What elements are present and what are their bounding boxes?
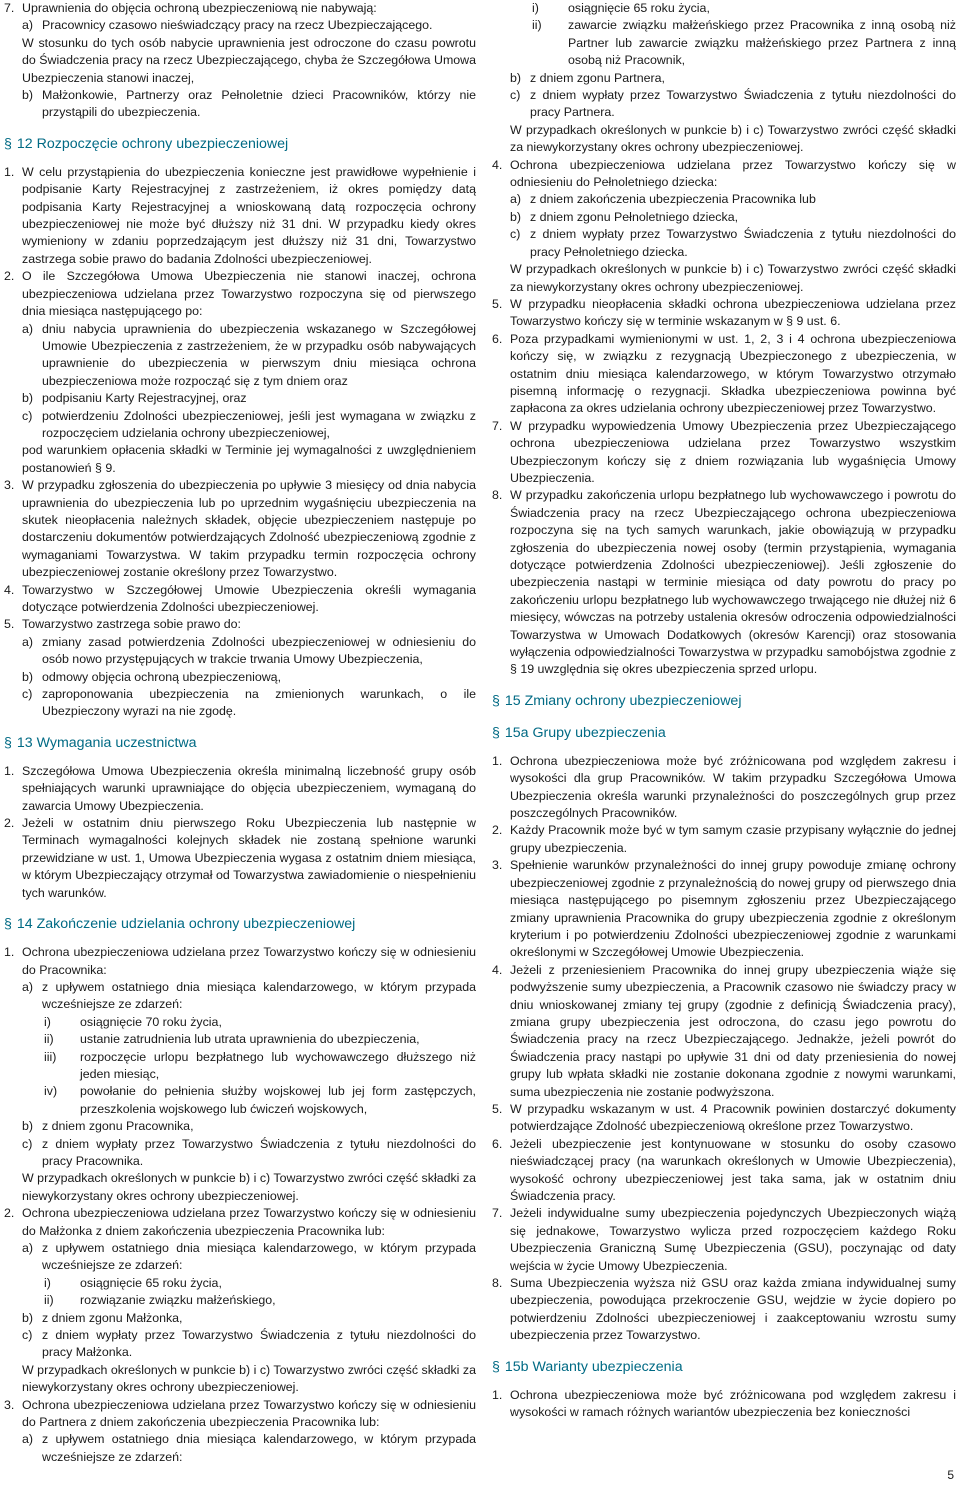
numbered-item xyxy=(492,331,956,418)
item-text: osiągnięcie 70 roku życia, xyxy=(80,1014,222,1029)
item-marker: 3. xyxy=(4,1397,15,1412)
item-marker: 4. xyxy=(492,157,503,172)
lettered-item xyxy=(22,1327,476,1362)
item-marker: 1. xyxy=(4,763,15,778)
numbered-item xyxy=(4,477,476,581)
lettered-item xyxy=(22,87,476,122)
item-marker: a) xyxy=(22,1241,34,1255)
numbered-item xyxy=(492,157,956,192)
item-marker: b) xyxy=(22,1119,34,1134)
lettered-item xyxy=(22,1136,476,1171)
item-text: osiągnięcie 65 roku życia, xyxy=(568,1,710,15)
lettered-item xyxy=(22,634,476,669)
item-text: z dniem wypłaty przez Towarzystwo Świadczenia z tytułu niezdolności do pracy Małżonka. xyxy=(42,1328,476,1360)
page-number: 5 xyxy=(947,1468,954,1482)
item-marker: 4. xyxy=(492,962,503,977)
item-text: Jeżeli w ostatnim dniu pierwszego Roku Ubezpieczenia lub następnie w Terminach wymagalności kolejnych składek nie zostaną spełnione warunki przewidziane w ust. 1, Umowa Ubezpieczenia wygasa z ostatnim dniem miesiąca, w którym Ubezpieczający otrzymał od Towarzystwa zawiadomienie o niespełnieniu tych warunków. xyxy=(22,816,476,900)
paragraph: W przypadkach określonych w punkcie b) i c) Towarzystwo zwróci część składki za niewykorzystany okres ochrony ubezpieczeniowej. xyxy=(22,1171,476,1203)
numbered-item xyxy=(492,296,956,331)
item-marker: 1. xyxy=(4,945,15,960)
item-text: Jeżeli z przeniesieniem Pracownika do innej grupy ubezpieczenia wiąże się podwyższenie sumy ubezpieczenia, a Pracownik czasowo nie świadczy pracy w dniu wnioskowanej zmiany tej grupy (zgodnie z definicją Świadczenia pracy), zmiana grupy ubezpieczenia jest odroczona, do czasu jego powrotu do Świadczenia pracy na rzecz Ubezpieczającego. Jednakże, jeżeli powrót do Świadczenia pracy nastąpi po upływie 31 dni od daty przeniesienia do nowej grupy lub wpłata składki nie zostanie dokonana zgodnie z nowymi warunkami, suma ubezpieczenia nie zostanie podwyższona. xyxy=(510,962,956,1099)
numbered-item xyxy=(492,487,956,678)
paragraph: W przypadkach określonych w punkcie b) i c) Towarzystwo zwróci część składki za niewykorzystany okres ochrony ubezpieczeniowej. xyxy=(510,262,956,294)
lettered-item xyxy=(22,1310,476,1327)
lettered-item xyxy=(510,87,956,122)
item-text: rozwiązanie związku małżeńskiego, xyxy=(80,1293,276,1308)
item-text: Suma Ubezpieczenia wyższa niż GSU oraz każda zmiana indywidualnej sumy ubezpieczenia, powodująca przekroczenie GSU, wejdzie w życie dopiero po potwierdzeniu Zdolności ubezpieczeniowej i zaakceptowaniu wzrostu sumy ubezpieczenia przez Towarzystwo. xyxy=(510,1276,956,1343)
numbered-item xyxy=(492,822,956,857)
item-marker: iv) xyxy=(44,1084,58,1099)
item-marker: a) xyxy=(510,192,522,207)
item-text: podpisaniu Karty Rejestracyjnej, oraz xyxy=(42,391,247,406)
item-text: Ochrona ubezpieczeniowa może być zróżnicowana pod względem zakresu i wysokości w ramach różnych wariantów ubezpieczenia bez konieczności xyxy=(510,1387,956,1420)
item-marker: 3. xyxy=(4,478,15,493)
lettered-item xyxy=(22,1240,476,1275)
lettered-item xyxy=(22,321,476,391)
lettered-item xyxy=(22,17,476,34)
item-marker: i) xyxy=(532,1,539,15)
numbered-item xyxy=(492,962,956,1101)
item-text: powołanie do pełnienia służby wojskowej lub jej form zastępczych, przeszkolenia wojskowego lub ćwiczeń wojskowych, xyxy=(80,1084,476,1116)
right-column xyxy=(492,0,956,1421)
section-sign: § xyxy=(4,916,12,933)
section-title: 15b Warianty ubezpieczenia xyxy=(504,1358,683,1375)
item-text: z upływem ostatniego dnia miesiąca kalendarzowego, w którym przypada wcześniejsze ze zdarzeń: xyxy=(42,1241,476,1273)
item-text: z dniem zgonu Pracownika, xyxy=(42,1119,194,1134)
item-marker: a) xyxy=(22,1432,34,1447)
item-text: Spełnienie warunków przynależności do innej grupy powoduje zmianę ochrony ubezpieczeniowej zgodnie z przynależnością do nowej grupy od pierwszego dnia miesiąca następującego po pisemnym zgłoszeniu przez Ubezpieczającego zmiany uprawnienia Pracownika do grupy ubezpieczenia zgodnie z określonym kryterium i po potwierdzeniu Zdolności ubezpieczeniowej zgodnie z warunkami określonymi w Szczegółowej Umowie Ubezpieczenia. xyxy=(510,858,956,960)
item-text: z dniem zakończenia ubezpieczenia Pracownika lub xyxy=(530,192,816,207)
item-text: z dniem wypłaty przez Towarzystwo Świadczenia z tytułu niezdolności do pracy Partnera. xyxy=(530,88,956,120)
item-marker: b) xyxy=(22,669,34,684)
item-marker: 3. xyxy=(492,858,503,873)
item-marker: 2. xyxy=(4,816,15,831)
item-marker: 6. xyxy=(492,1136,503,1151)
lettered-item xyxy=(22,408,476,443)
section-title: 15 Zmiany ochrony ubezpieczeniowej xyxy=(504,692,742,709)
numbered-item xyxy=(4,944,476,979)
item-marker: c) xyxy=(22,1136,33,1151)
lettered-item xyxy=(22,979,476,1014)
item-text: W przypadku zgłoszenia do ubezpieczenia po upływie 3 miesięcy od dnia nabycia uprawnienia do ubezpieczenia lub po uprzednim wygaśnięciu ubezpieczenia na skutek nieopłacenia należnych składek, objęcie ubezpieczeniem następuje po dostarczeniu dokumentów potwierdzających Zdolność ubezpieczeniową zgodnie z wymaganiami Towarzystwa. W takim przypadku termin rozpoczęcia ochrony ubezpieczeniowej zostanie określony przez Towarzystwo. xyxy=(22,478,476,580)
item-text: z upływem ostatniego dnia miesiąca kalendarzowego, w którym przypada wcześniejsze ze zdarzeń: xyxy=(42,979,476,1012)
numbered-item xyxy=(4,815,476,902)
item-text: Ochrona ubezpieczeniowa może być zróżnicowana pod względem zakresu i wysokości dla grup Pracowników. W takim przypadku Szczegółowa Umowa Ubezpieczenia określa warunki przynależności do poszczególnych grup przez poszczególnych Pracowników. xyxy=(510,753,956,821)
section-sign: § xyxy=(492,1358,500,1375)
item-marker: 5. xyxy=(492,296,503,311)
item-text: z dniem zgonu Małżonka, xyxy=(42,1310,183,1325)
item-marker: 7. xyxy=(4,1,15,15)
item-marker: 2. xyxy=(4,1206,15,1221)
item-marker: ii) xyxy=(44,1293,54,1308)
lettered-item xyxy=(510,191,956,208)
lettered-item xyxy=(22,669,476,686)
item-text: zmiany zasad potwierdzenia Zdolności ubezpieczeniowej w odniesieniu do osób nowo przystępujących w trakcie trwania Umowy Ubezpieczenia, xyxy=(42,634,476,667)
item-marker: c) xyxy=(510,227,521,242)
section-title: 13 Wymagania uczestnictwa xyxy=(16,734,197,751)
item-marker: b) xyxy=(22,391,34,406)
item-marker: 8. xyxy=(492,1276,503,1291)
numbered-item xyxy=(492,418,956,488)
numbered-item xyxy=(4,1205,476,1240)
item-marker: 1. xyxy=(492,753,503,768)
item-text: potwierdzeniu Zdolności ubezpieczeniowej, jeśli jest wymagana w związku z rozpoczęciem udzielania ochrony ubezpieczeniowej, xyxy=(42,408,476,440)
item-text: odmowy objęcia ochroną ubezpieczeniową, xyxy=(42,669,282,684)
item-text: Małżonkowie, Partnerzy oraz Pełnoletnie dzieci Pracowników, którzy nie przystąpili do ubezpieczenia. xyxy=(42,88,476,120)
item-text: osiągnięcie 65 roku życia, xyxy=(80,1275,222,1290)
section-heading xyxy=(4,733,476,753)
section-title: 12 Rozpoczęcie ochrony ubezpieczeniowej xyxy=(16,135,289,152)
section-sign: § xyxy=(4,135,12,152)
item-marker: 7. xyxy=(492,418,503,433)
section-heading xyxy=(492,691,956,711)
numbered-item xyxy=(492,753,956,823)
item-text: z dniem wypłaty przez Towarzystwo Świadczenia z tytułu niezdolności do pracy Pracownika. xyxy=(42,1136,476,1168)
roman-item xyxy=(532,0,956,17)
section-sign: § xyxy=(4,734,12,751)
item-marker: 6. xyxy=(492,331,503,346)
item-marker: c) xyxy=(22,1328,33,1343)
item-marker: b) xyxy=(510,70,522,85)
item-marker: b) xyxy=(22,1310,34,1325)
item-marker: ii) xyxy=(532,18,542,33)
roman-item xyxy=(44,1049,476,1084)
item-text: ustanie zatrudnienia lub utrata uprawnienia do ubezpieczenia, xyxy=(80,1032,420,1047)
item-marker: b) xyxy=(22,88,34,103)
item-text: rozpoczęcie urlopu bezpłatnego lub wychowawczego dłuższego niż jeden miesiąc, xyxy=(80,1049,476,1081)
item-text: zaproponowania ubezpieczenia na zmienionych warunkach, o ile Ubezpieczony wyrazi na nie zgodę. xyxy=(42,687,476,719)
item-text: Ochrona ubezpieczeniowa udzielana przez Towarzystwo kończy się w odniesieniu do Pełnoletniego dziecka: xyxy=(510,157,956,190)
item-marker: a) xyxy=(22,979,34,994)
item-marker: 1. xyxy=(4,164,15,179)
item-marker: 1. xyxy=(492,1387,503,1402)
item-text: dniu nabycia uprawnienia do ubezpieczenia wskazanego w Szczegółowej Umowie Ubezpieczenia z zastrzeżeniem, że w przypadku osób nabywających uprawnienie do ubezpieczenia w pierwszym dniu miesiąca ochrona ubezpieczeniowa może rozpocząć się z tym dniem oraz xyxy=(42,321,476,388)
lettered-item xyxy=(510,209,956,226)
lettered-item xyxy=(22,390,476,407)
paragraph: W przypadkach określonych w punkcie b) i c) Towarzystwo zwróci część składki za niewykorzystany okres ochrony ubezpieczeniowej. xyxy=(22,1362,476,1395)
numbered-item xyxy=(4,1397,476,1432)
item-marker: a) xyxy=(22,321,34,336)
lettered-item xyxy=(22,1431,476,1466)
roman-item xyxy=(44,1014,476,1031)
section-heading xyxy=(492,1357,956,1377)
item-text: W przypadku nieopłacenia składki ochrona ubezpieczeniowa udzielana przez Towarzystwo kończy się w terminie wskazanym w § 9 ust. 6. xyxy=(510,296,956,329)
item-marker: b) xyxy=(510,209,522,224)
item-marker: 2. xyxy=(492,823,503,838)
item-marker: c) xyxy=(22,687,33,702)
item-text: Ochrona ubezpieczeniowa udzielana przez Towarzystwo kończy się w odniesieniu do Partnera z dniem zakończenia ubezpieczenia Pracownika lub: xyxy=(22,1397,476,1430)
section-sign: § xyxy=(492,692,500,709)
numbered-item xyxy=(492,1205,956,1275)
numbered-item xyxy=(492,1275,956,1345)
numbered-item xyxy=(4,582,476,617)
item-text: Uprawnienia do objęcia ochroną ubezpieczeniową nie nabywają: xyxy=(22,1,377,15)
roman-item xyxy=(532,17,956,69)
section-heading xyxy=(4,134,476,154)
item-marker: 8. xyxy=(492,488,503,503)
numbered-item xyxy=(4,0,476,17)
numbered-item xyxy=(492,1136,956,1206)
numbered-item xyxy=(492,1101,956,1136)
item-text: W przypadku wskazanym w ust. 4 Pracownik powinien dostarczyć dokumenty potwierdzające Zdolność ubezpieczeniową określone przez Towarzystwo. xyxy=(510,1101,956,1134)
roman-item xyxy=(44,1031,476,1048)
lettered-item xyxy=(22,1118,476,1135)
item-marker: ii) xyxy=(44,1032,54,1047)
item-marker: i) xyxy=(44,1275,51,1290)
item-marker: i) xyxy=(44,1014,51,1029)
lettered-item xyxy=(510,70,956,87)
item-text: z dniem zgonu Partnera, xyxy=(530,70,665,85)
item-text: W przypadku zakończenia urlopu bezpłatnego lub wychowawczego i powrotu do Świadczenia pracy na rzecz Ubezpieczającego ochrona ubezpieczeniowa rozpoczyna się na tych samych warunkach, jakie obowiązują w przypadku zgłoszenia do ubezpieczenia nowej osoby (termin przystąpienia, wymagania dotyczące potwierdzenia Zdolności ubezpieczeniowej). Jeśli zgłoszenie do ubezpieczenia nastąpi w terminie miesiąca od daty powrotu do pracy po zakończeniu urlopu bezpłatnego lub wychowawczego trwającego nie dłużej niż 6 miesięcy, wówczas na potrzeby ustalenia okresów odroczenia odpowiedzialności Towarzystwa w Umowach Dodatkowych (okresów Karencji) oraz stosowania wyłączenia odpowiedzialności Towarzystwa w przypadku samobójstwa zgodnie z § 19 uwzględnia się okres ubezpieczenia sprzed urlopu. xyxy=(510,488,956,677)
item-marker: iii) xyxy=(44,1049,57,1064)
numbered-item xyxy=(492,1387,956,1422)
item-text: Jeżeli indywidualne sumy ubezpieczenia pojedynczych Ubezpieczonych wiążą się jednakowe, Towarzystwo wylicza przed rozpoczęciem każdego Roku Ubezpieczenia Graniczną Sumę Ubezpieczenia (GSU), poczynając od daty wejścia w życie Umowy Ubezpieczenia. xyxy=(510,1206,956,1273)
item-text: Każdy Pracownik może być w tym samym czasie przypisany wyłącznie do jednej grupy ubezpieczenia. xyxy=(510,823,956,855)
paragraph: W stosunku do tych osób nabycie uprawnienia jest odroczone do czasu powrotu do Świadczenia pracy na rzecz Ubezpieczającego, chyba że Szczegółowa Umowa Ubezpieczenia stanowi inaczej, xyxy=(22,35,476,85)
item-marker: 7. xyxy=(492,1206,503,1221)
item-marker: 5. xyxy=(4,617,15,632)
item-marker: c) xyxy=(510,88,521,103)
item-text: W celu przystąpienia do ubezpieczenia konieczne jest prawidłowe wypełnienie i podpisanie Karty Rejestracyjnej z zastrzeżeniem, iż okres pomiędzy datą podpisania Karty Rejestracyjnej a wnioskowaną datą rozpoczęcia ochrony ubezpieczeniowej nie może być dłuższy niż 31 dni. W przypadku kiedy okres wymieniony w zdaniu poprzedzającym jest dłuższy niż 31 dni, Towarzystwo zastrzega sobie prawo do badania Zdolności ubezpieczeniowej. xyxy=(22,164,476,266)
item-marker: 2. xyxy=(4,269,15,284)
paragraph: W przypadkach określonych w punkcie b) i c) Towarzystwo zwróci część składki za niewykorzystany okres ochrony ubezpieczeniowej. xyxy=(510,122,956,155)
section-heading xyxy=(4,914,476,934)
numbered-item xyxy=(4,164,476,268)
item-text: Ochrona ubezpieczeniowa udzielana przez Towarzystwo kończy się w odniesieniu do Małżonka z dniem zakończenia ubezpieczenia Pracownika lub: xyxy=(22,1206,476,1238)
numbered-item xyxy=(4,763,476,815)
section-title: 15a Grupy ubezpieczenia xyxy=(504,724,666,741)
roman-item xyxy=(44,1083,476,1118)
paragraph: pod warunkiem opłacenia składki w Terminie jej wymagalności z uwzględnieniem postanowień § 9. xyxy=(22,443,476,475)
left-column xyxy=(4,0,476,1466)
item-text: z dniem wypłaty przez Towarzystwo Świadczenia z tytułu niezdolności do pracy Pełnoletniego dziecka. xyxy=(530,227,956,259)
item-text: z upływem ostatniego dnia miesiąca kalendarzowego, w którym przypada wcześniejsze ze zdarzeń: xyxy=(42,1432,476,1464)
item-text: Pracownicy czasowo nieświadczący pracy na rzecz Ubezpieczającego. xyxy=(42,18,433,33)
roman-item xyxy=(44,1275,476,1292)
item-text: Poza przypadkami wymienionymi w ust. 1, 2, 3 i 4 ochrona ubezpieczeniowa kończy się, w związku z rezygnacją Ubezpieczonego z ubezpieczenia, w ostatnim dniu miesiąca kalendarzowego, w którym Towarzystwo otrzymało pisemną informację o rezygnacji. Składka ubezpieczeniowa powinna być zapłacona za okres udzielania ochrony ubezpieczeniowej przez Towarzystwo. xyxy=(510,331,956,416)
section-heading xyxy=(492,723,956,743)
section-sign: § xyxy=(492,724,500,741)
lettered-item xyxy=(22,686,476,721)
item-marker: c) xyxy=(22,408,33,423)
roman-item xyxy=(44,1292,476,1309)
item-marker: a) xyxy=(22,634,34,649)
item-marker: a) xyxy=(22,18,34,33)
numbered-item xyxy=(492,857,956,961)
item-text: W przypadku wypowiedzenia Umowy Ubezpieczenia przez Ubezpieczającego ochrona ubezpieczeniowa udzielana przez Towarzystwo wszystkim Ubezpieczonym kończy się z dniem rozwiązania lub wygaśnięcia Umowy Ubezpieczenia. xyxy=(510,418,956,485)
numbered-item xyxy=(4,616,476,633)
numbered-item xyxy=(4,268,476,320)
item-text: O ile Szczegółowa Umowa Ubezpieczenia nie stanowi inaczej, ochrona ubezpieczeniowa udzielana przez Towarzystwo rozpoczyna się od pierwszego dnia miesiąca następującego po: xyxy=(22,269,476,319)
item-marker: 5. xyxy=(492,1101,503,1116)
lettered-item xyxy=(510,226,956,261)
item-text: Towarzystwo w Szczegółowej Umowie Ubezpieczenia określi wymagania dotyczące potwierdzenia Zdolności ubezpieczeniowej. xyxy=(22,582,476,614)
item-marker: 4. xyxy=(4,582,15,597)
item-text: z dniem zgonu Pełnoletniego dziecka, xyxy=(530,209,739,224)
item-text: Towarzystwo zastrzega sobie prawo do: xyxy=(22,617,242,632)
item-text: Ochrona ubezpieczeniowa udzielana przez Towarzystwo kończy się w odniesieniu do Pracownika: xyxy=(22,945,476,977)
item-text: Jeżeli ubezpieczenie jest kontynuowane w stosunku do osoby czasowo nieświadczącej pracy (na warunkach określonych w Umowie Ubezpieczenia), wysokość ochrony ubezpieczeniowej jest taka sama, jak w ostatnim dniu Świadczenia pracy. xyxy=(510,1136,956,1203)
item-text: Szczegółowa Umowa Ubezpieczenia określa minimalną liczebność grupy osób spełniających warunki uprawniające do objęcia ubezpieczeniem, wymaganą do zawarcia Umowy Ubezpieczenia. xyxy=(22,763,476,813)
item-text: zawarcie związku małżeńskiego przez Pracownika z inną osobą niż Partner lub zawarcie związku małżeńskiego przez Partnera z inną osobą niż Pracownik, xyxy=(568,18,956,68)
section-title: 14 Zakończenie udzielania ochrony ubezpieczeniowej xyxy=(16,916,356,933)
